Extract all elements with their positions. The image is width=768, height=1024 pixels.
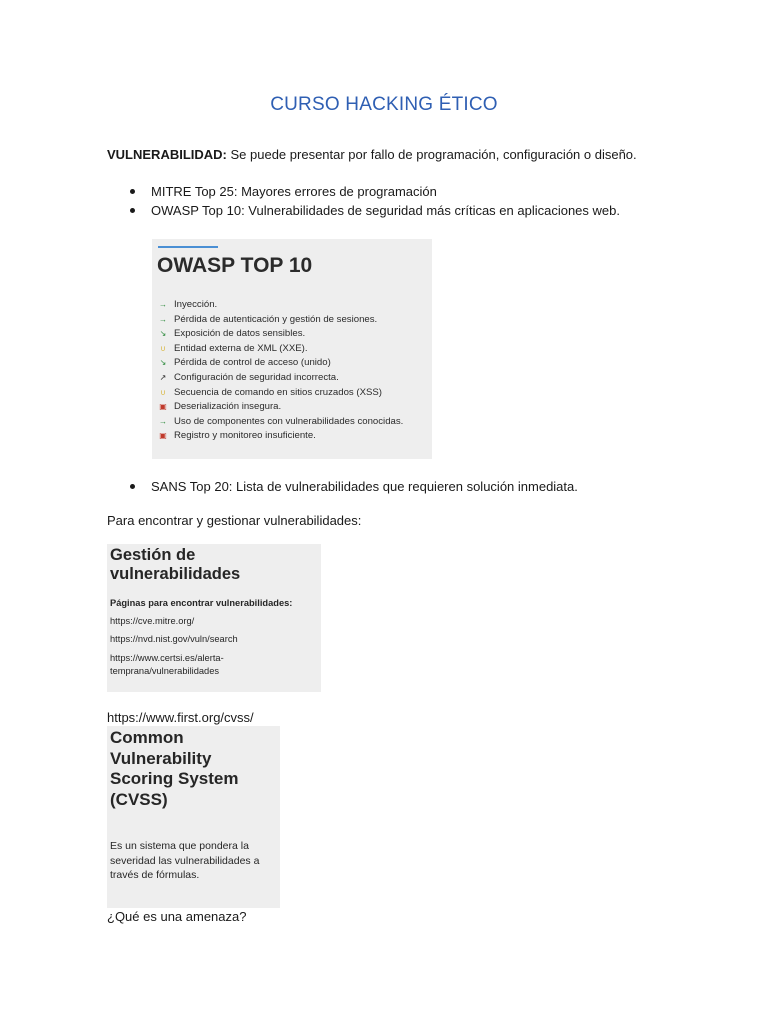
- find-paragraph: Para encontrar y gestionar vulnerabilidades:: [107, 513, 362, 528]
- owasp-marker-icon: ∪: [160, 343, 166, 353]
- owasp-item: [158, 327, 403, 342]
- owasp-marker-icon: ▣: [159, 431, 167, 441]
- owasp-item-text: Uso de componentes con vulnerabilidades conocidas.: [174, 415, 404, 427]
- owasp-item: [158, 342, 403, 357]
- owasp-item: [158, 400, 403, 415]
- bullet-icon: [130, 189, 135, 194]
- owasp-item: [158, 371, 403, 386]
- owasp-list: [158, 298, 403, 444]
- owasp-item: [158, 429, 403, 444]
- definition-text: Se puede presentar por fallo de programación, configuración o diseño.: [226, 147, 637, 162]
- list-item: [128, 182, 620, 201]
- bullet-icon: [130, 208, 135, 213]
- first-url: https://www.first.org/cvss/: [107, 710, 254, 725]
- document-title: CURSO HACKING ÉTICO: [270, 94, 498, 115]
- owasp-marker-icon: ↘: [159, 329, 167, 339]
- gestion-subheading: Páginas para encontrar vulnerabilidades:: [110, 598, 293, 608]
- cvss-heading: Common Vulnerability Scoring System (CVSS): [110, 728, 239, 809]
- vulnerabilidad-definition: [107, 147, 637, 163]
- owasp-item-text: Deserialización insegura.: [174, 401, 282, 413]
- owasp-item-text: Entidad externa de XML (XXE).: [174, 342, 308, 354]
- link-cve: https://cve.mitre.org/: [110, 616, 195, 626]
- bullet-icon: [130, 484, 135, 489]
- owasp-marker-icon: ▣: [159, 402, 167, 412]
- gestion-heading: Gestión de vulnerabilidades: [110, 546, 241, 583]
- list-item: [128, 477, 578, 496]
- bullet-text: OWASP Top 10: Vulnerabilidades de seguridad más críticas en aplicaciones web.: [151, 203, 620, 218]
- definition-term: VULNERABILIDAD:: [107, 147, 227, 162]
- owasp-marker-icon: ↘: [159, 358, 167, 368]
- owasp-item-text: Pérdida de autenticación y gestión de sesiones.: [174, 313, 378, 325]
- owasp-item: [158, 298, 403, 313]
- sans-bullet-list: [128, 477, 578, 496]
- top-bullet-list: [128, 182, 620, 220]
- owasp-item-text: Secuencia de comando en sitios cruzados (XSS): [174, 386, 382, 398]
- owasp-item-text: Registro y monitoreo insuficiente.: [174, 430, 316, 442]
- link-certsi: https://www.certsi.es/alerta-temprana/vulnerabilidades: [110, 653, 224, 676]
- owasp-top10-image: [152, 239, 432, 459]
- owasp-item: [158, 386, 403, 401]
- owasp-item: [158, 313, 403, 328]
- owasp-heading: OWASP TOP 10: [157, 254, 313, 277]
- accent-bar: [158, 246, 218, 248]
- question-text: ¿Qué es una amenaza?: [107, 909, 247, 924]
- owasp-marker-icon: ∪: [160, 387, 166, 397]
- owasp-item-text: Exposición de datos sensibles.: [174, 328, 306, 340]
- owasp-marker-icon: →: [159, 314, 167, 324]
- owasp-marker-icon: ↗: [159, 372, 167, 382]
- owasp-item-text: Configuración de seguridad incorrecta.: [174, 371, 339, 383]
- bullet-text: MITRE Top 25: Mayores errores de programación: [151, 184, 437, 199]
- owasp-marker-icon: →: [159, 416, 167, 426]
- owasp-item: [158, 356, 403, 371]
- cvss-description: Es un sistema que pondera la severidad las vulnerabilidades a través de fórmulas.: [110, 840, 260, 881]
- gestion-vulnerabilidades-image: [107, 544, 321, 692]
- owasp-item: [158, 415, 403, 430]
- cvss-image: [107, 726, 280, 908]
- owasp-item-text: Inyección.: [174, 299, 218, 310]
- owasp-item-text: Pérdida de control de acceso (unido): [174, 357, 331, 369]
- link-nvd: https://nvd.nist.gov/vuln/search: [110, 634, 238, 644]
- list-item: [128, 201, 620, 220]
- owasp-marker-icon: →: [159, 300, 167, 309]
- bullet-text: SANS Top 20: Lista de vulnerabilidades que requieren solución inmediata.: [151, 479, 578, 494]
